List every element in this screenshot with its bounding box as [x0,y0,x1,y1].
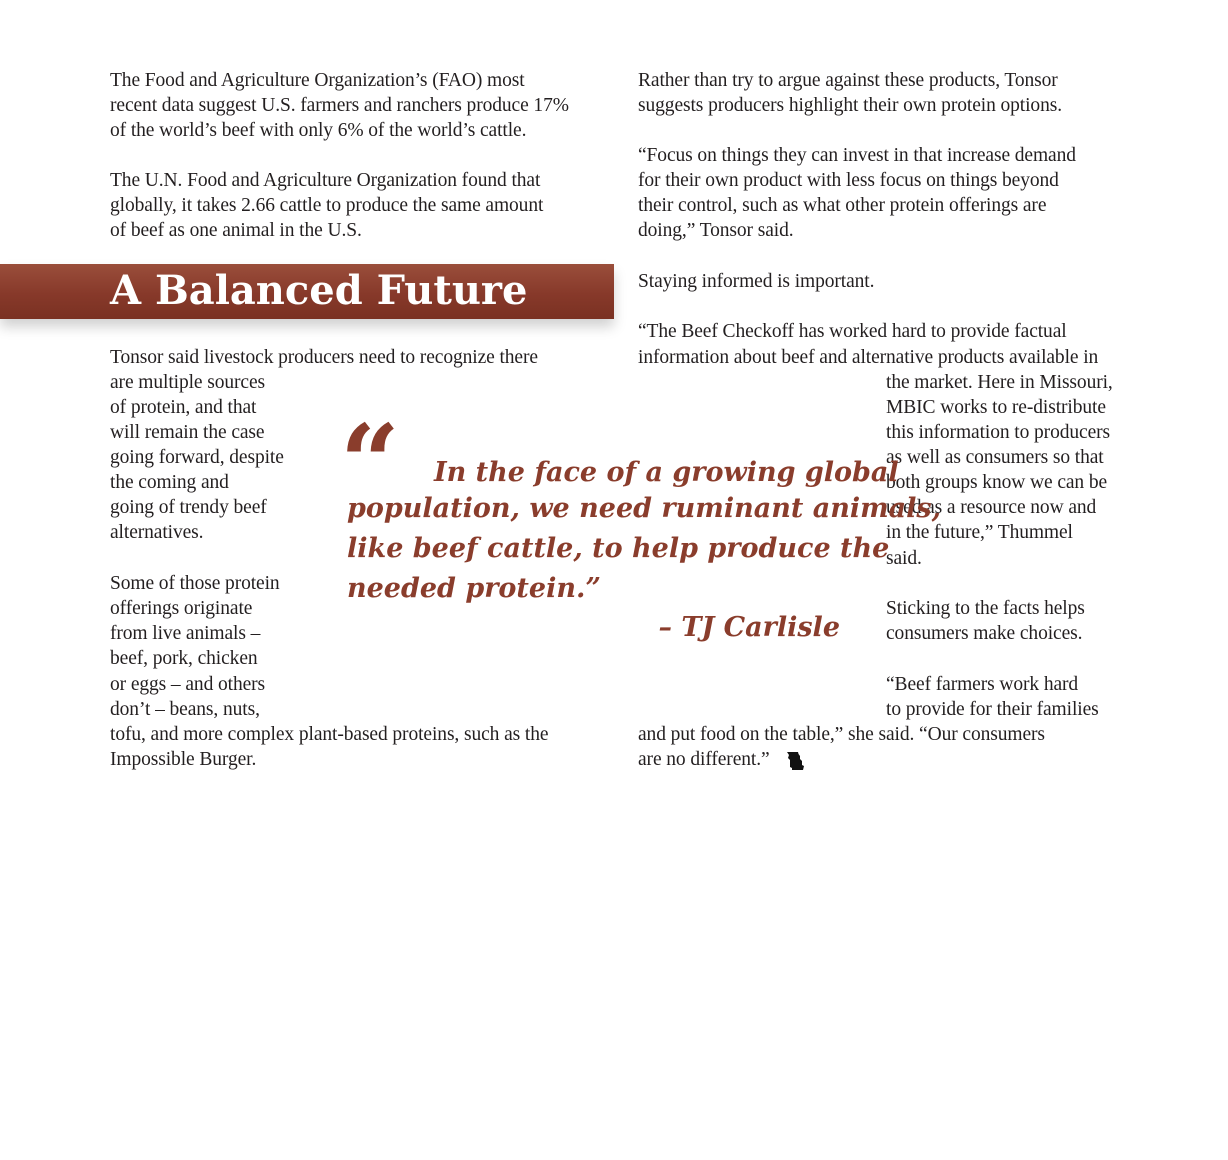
body-line: going forward, despite [110,447,284,468]
body-line: both groups know we can be [886,472,1108,493]
body-line: of the world’s beef with only 6% of the world’s cattle. [110,120,527,141]
body-line: their control, such as what other protein offerings are [638,195,1047,216]
body-line: the coming and [110,472,229,493]
body-line: will remain the case [110,422,265,443]
body-line: tofu, and more complex plant-based proteins, such as the [110,724,549,745]
quote-mark: “ [340,401,400,524]
pull-quote-line: population, we need ruminant animals, [347,493,942,524]
body-line: used as a resource now and [886,497,1097,518]
body-line: globally, it takes 2.66 cattle to produce the same amount [110,195,544,216]
body-line: Some of those protein [110,573,280,594]
missouri-state-icon [786,751,806,771]
section-heading-banner [0,264,614,319]
body-line: as well as consumers so that [886,447,1104,468]
body-line: information about beef and alternative products available in [638,347,1099,368]
body-line: and put food on the table,” she said. “Our consumers [638,724,1045,745]
body-line: going of trendy beef [110,497,267,518]
pull-quote-line: In the face of a growing global [434,457,899,488]
body-line: offerings originate [110,598,253,619]
body-line: alternatives. [110,522,204,543]
body-line: Sticking to the facts helps [886,598,1085,619]
body-line: “Focus on things they can invest in that increase demand [638,145,1076,166]
body-line: of protein, and that [110,397,257,418]
body-line: are no different.” [638,749,770,770]
body-line: The Food and Agriculture Organization’s (FAO) most [110,70,525,91]
pull-quote-attribution: – TJ Carlisle [658,612,840,643]
body-line: are multiple sources [110,372,266,393]
body-line: don’t – beans, nuts, [110,699,260,720]
body-line: said. [886,548,922,569]
pull-quote-line: needed protein.” [347,573,601,604]
body-line: recent data suggest U.S. farmers and ranchers produce 17% [110,95,569,116]
body-line: doing,” Tonsor said. [638,220,794,241]
body-line: “Beef farmers work hard [886,674,1079,695]
body-line: Tonsor said livestock producers need to recognize there [110,347,538,368]
body-line: “The Beef Checkoff has worked hard to provide factual [638,321,1067,342]
body-line: in the future,” Thummel [886,522,1073,543]
body-line: of beef as one animal in the U.S. [110,220,362,241]
body-line: suggests producers highlight their own protein options. [638,95,1062,116]
body-line: Rather than try to argue against these products, Tonsor [638,70,1058,91]
body-line: the market. Here in Missouri, [886,372,1113,393]
pull-quote-line: like beef cattle, to help produce the [347,533,890,564]
body-line: or eggs – and others [110,674,266,695]
body-line: beef, pork, chicken [110,648,258,669]
body-line: to provide for their families [886,699,1099,720]
body-line: The U.N. Food and Agriculture Organization found that [110,170,541,191]
body-line: from live animals – [110,623,261,644]
body-line: Staying informed is important. [638,271,875,292]
body-line: MBIC works to re-distribute [886,397,1106,418]
body-line: Impossible Burger. [110,749,257,770]
body-line: this information to producers [886,422,1111,443]
body-line: for their own product with less focus on things beyond [638,170,1059,191]
body-line: consumers make choices. [886,623,1083,644]
section-heading: A Balanced Future [110,267,528,314]
